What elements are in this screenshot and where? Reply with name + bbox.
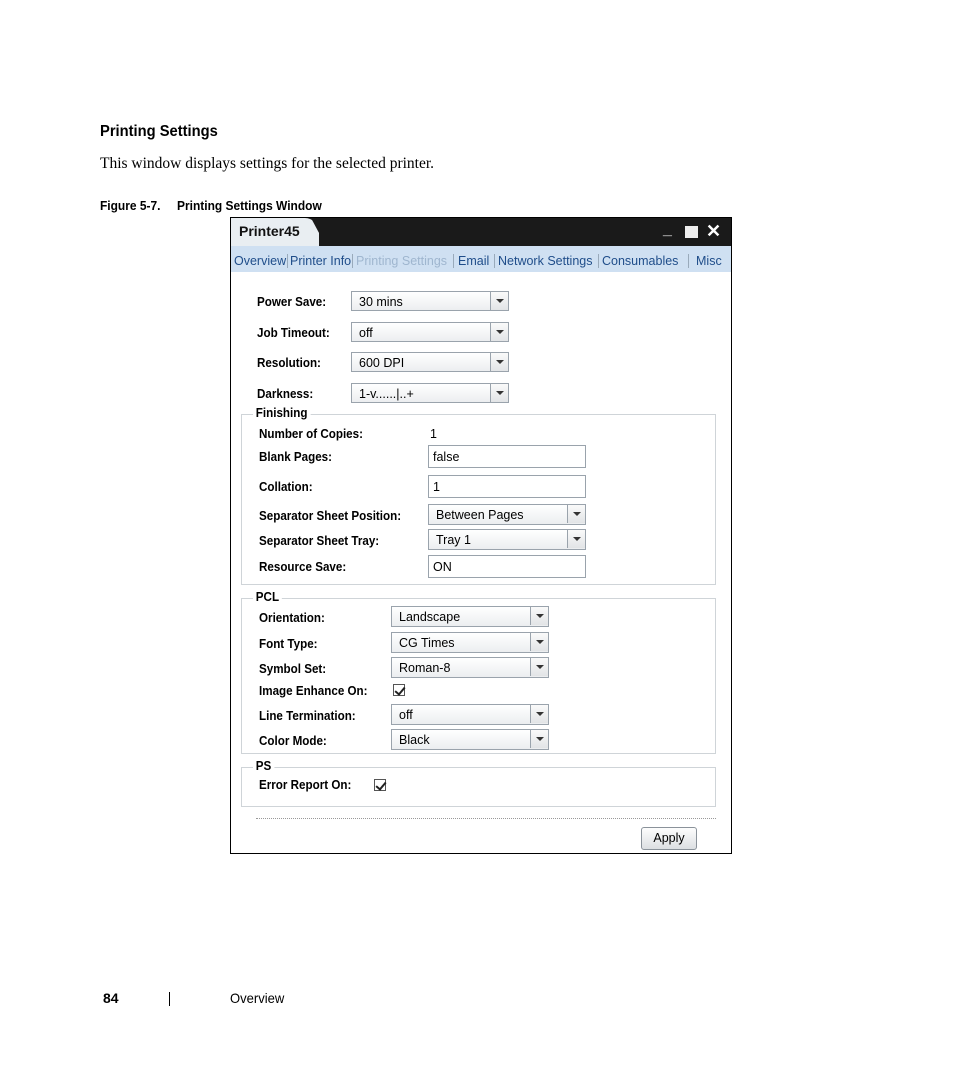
tab-divider [494,254,495,268]
collation-value: 1 [433,480,440,494]
footer-section: Overview [230,990,285,1006]
blank-pages-value: false [433,450,460,464]
tab-email[interactable]: Email [458,254,490,268]
orientation-label: Orientation: [259,611,325,625]
line-termination-label: Line Termination: [259,709,356,723]
resource-save-field[interactable] [428,555,586,578]
chevron-down-icon[interactable] [530,730,548,748]
copies-value: 1 [430,427,437,441]
page-number: 84 [103,990,119,1006]
separator-position-label: Separator Sheet Position: [259,509,402,523]
image-enhance-checkbox[interactable] [393,684,405,696]
chevron-down-icon[interactable] [530,633,548,651]
finishing-legend: Finishing [253,406,310,420]
tab-bar [231,246,731,272]
tab-misc[interactable]: Misc [696,254,722,268]
color-mode-value: Black [399,733,430,747]
tab-divider [598,254,599,268]
image-enhance-label: Image Enhance On: [259,684,368,698]
color-mode-label: Color Mode: [259,734,327,748]
title-bar [231,218,731,246]
divider [256,818,716,819]
font-type-value: CG Times [399,636,455,650]
maximize-icon[interactable] [685,226,698,238]
power-save-value: 30 mins [359,295,403,309]
separator-position-select[interactable] [428,504,586,525]
separator-tray-value: Tray 1 [436,533,471,547]
line-termination-select[interactable] [391,704,549,725]
chevron-down-icon[interactable] [490,292,508,310]
orientation-select[interactable] [391,606,549,627]
tab-divider [287,254,288,268]
darkness-label: Darkness: [257,387,314,401]
figure-title: Printing Settings Window [177,198,322,213]
power-save-select[interactable] [351,291,509,311]
chevron-down-icon[interactable] [530,658,548,676]
resource-save-value: ON [433,560,452,574]
darkness-select[interactable] [351,383,509,403]
collation-field[interactable] [428,475,586,498]
section-heading: Printing Settings [100,123,218,140]
color-mode-select[interactable] [391,729,549,750]
orientation-value: Landscape [399,610,461,624]
error-report-label: Error Report On: [259,778,352,792]
printer-settings-window [230,217,732,854]
copies-label: Number of Copies: [259,427,363,441]
symbol-set-label: Symbol Set: [259,662,327,676]
symbol-set-select[interactable] [391,657,549,678]
minimize-icon[interactable]: _ [663,221,672,238]
tab-divider [352,254,353,268]
chevron-down-icon[interactable] [530,607,548,625]
font-type-label: Font Type: [259,637,318,651]
tab-network-settings[interactable]: Network Settings [498,254,593,268]
footer-divider [169,992,170,1006]
chevron-down-icon[interactable] [530,705,548,723]
error-report-checkbox[interactable] [374,779,386,791]
resource-save-label: Resource Save: [259,560,347,574]
job-timeout-label: Job Timeout: [257,326,330,340]
blank-pages-label: Blank Pages: [259,450,333,464]
resolution-value: 600 DPI [359,356,405,370]
power-save-label: Power Save: [257,295,327,309]
tab-consumables[interactable]: Consumables [602,254,679,268]
darkness-value: 1-v......|..+ [359,387,414,401]
symbol-set-value: Roman-8 [399,661,451,675]
tab-printer-info[interactable]: Printer Info [290,254,352,268]
tab-printing-settings[interactable]: Printing Settings [356,254,448,268]
separator-position-value: Between Pages [436,508,524,522]
tab-overview[interactable]: Overview [234,254,287,268]
collation-label: Collation: [259,480,313,494]
chevron-down-icon[interactable] [490,323,508,341]
resolution-select[interactable] [351,352,509,372]
chevron-down-icon[interactable] [490,353,508,371]
chevron-down-icon[interactable] [567,530,585,548]
window-title: Printer45 [239,223,300,239]
job-timeout-select[interactable] [351,322,509,342]
close-icon[interactable]: ✕ [706,221,722,241]
figure-number: Figure 5-7. [100,198,161,213]
pcl-legend: PCL [253,590,282,604]
job-timeout-value: off [359,326,373,340]
blank-pages-field[interactable] [428,445,586,468]
separator-tray-select[interactable] [428,529,586,550]
apply-button[interactable]: Apply [641,827,697,850]
chevron-down-icon[interactable] [490,384,508,402]
figure-caption [100,198,322,213]
separator-tray-label: Separator Sheet Tray: [259,534,380,548]
intro-text: This window displays settings for the selected printer. [100,155,435,172]
resolution-label: Resolution: [257,356,321,370]
font-type-select[interactable] [391,632,549,653]
ps-legend: PS [253,759,274,773]
line-termination-value: off [399,708,413,722]
chevron-down-icon[interactable] [567,505,585,523]
tab-divider [453,254,454,268]
tab-divider [688,254,689,268]
